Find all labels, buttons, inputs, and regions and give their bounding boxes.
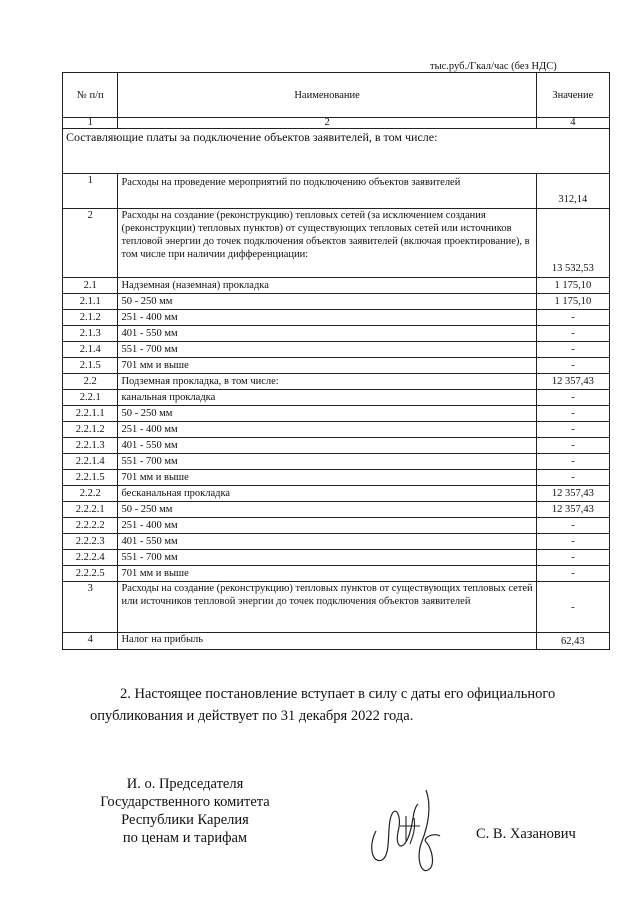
row-value: -	[536, 406, 609, 422]
signer-title-line: Республики Карелия	[121, 812, 249, 828]
column-number-1: 1	[63, 118, 118, 129]
section-row	[63, 129, 610, 174]
row-number: 1	[63, 174, 118, 209]
row-number: 3	[63, 582, 118, 633]
header-value: Значение	[536, 73, 609, 118]
row-number: 2.1.2	[63, 310, 118, 326]
row-value: -	[536, 534, 609, 550]
row-value: 12 357,43	[536, 486, 609, 502]
table-column-numbers	[63, 118, 610, 129]
row-number: 2.1.4	[63, 342, 118, 358]
table-row	[63, 422, 610, 438]
row-value: 312,14	[536, 174, 609, 209]
row-name: Расходы на создание (реконструкцию) тепловых пунктов от существующих тепловых сетей или источников тепловой энергии до точек подключения объектов заявителей	[118, 582, 536, 633]
row-value: 12 357,43	[536, 502, 609, 518]
row-number: 2.1	[63, 278, 118, 294]
row-number: 2	[63, 209, 118, 278]
row-number: 2.2.1.1	[63, 406, 118, 422]
table-row	[63, 326, 610, 342]
row-name: 551 - 700 мм	[118, 550, 536, 566]
row-number: 2.2.2.4	[63, 550, 118, 566]
row-value: -	[536, 454, 609, 470]
table-row	[63, 550, 610, 566]
row-name: 50 - 250 мм	[118, 294, 536, 310]
row-value: 13 532,53	[536, 209, 609, 278]
row-value: 1 175,10	[536, 294, 609, 310]
row-value: -	[536, 550, 609, 566]
row-number: 2.2.2.2	[63, 518, 118, 534]
row-value: -	[536, 326, 609, 342]
row-value: 12 357,43	[536, 374, 609, 390]
row-number: 2.2.2.5	[63, 566, 118, 582]
table-row	[63, 278, 610, 294]
table-row	[63, 310, 610, 326]
signer-name: С. В. Хазанович	[476, 826, 576, 842]
header-num: № п/п	[63, 73, 118, 118]
row-name: 701 мм и выше	[118, 566, 536, 582]
table-row	[63, 209, 610, 278]
row-name: Расходы на проведение мероприятий по подключению объектов заявителей	[118, 174, 536, 209]
table-row	[63, 566, 610, 582]
row-value: -	[536, 310, 609, 326]
row-name: 551 - 700 мм	[118, 342, 536, 358]
row-value: -	[536, 390, 609, 406]
row-number: 2.2.2.3	[63, 534, 118, 550]
section-title: Составляющие платы за подключение объектов заявителей, в том числе:	[63, 129, 610, 174]
paragraph-effective-date: 2. Настоящее постановление вступает в силу с даты его официального опубликования и действует по 31 декабря 2022 года.	[90, 686, 556, 724]
row-number: 2.1.3	[63, 326, 118, 342]
row-name: канальная прокладка	[118, 390, 536, 406]
row-value: 62,43	[536, 633, 609, 650]
row-value: -	[536, 342, 609, 358]
table-row	[63, 633, 610, 650]
table-row	[63, 470, 610, 486]
row-value: -	[536, 518, 609, 534]
header-name: Наименование	[118, 73, 536, 118]
units-note: тыс.руб./Гкал/час (без НДС)	[430, 61, 557, 72]
row-name: 701 мм и выше	[118, 470, 536, 486]
row-number: 2.2.1.5	[63, 470, 118, 486]
row-number: 2.2.2.1	[63, 502, 118, 518]
row-number: 2.2.1	[63, 390, 118, 406]
table-row	[63, 518, 610, 534]
table-row	[63, 294, 610, 310]
signer-title-line: И. о. Председателя	[126, 776, 244, 792]
table-header-row	[63, 73, 610, 118]
table-row	[63, 438, 610, 454]
row-name: 401 - 550 мм	[118, 326, 536, 342]
table-row	[63, 534, 610, 550]
table-row	[63, 502, 610, 518]
signer-title	[90, 775, 280, 847]
row-name: 50 - 250 мм	[118, 502, 536, 518]
handwritten-signature	[362, 786, 452, 881]
signer-title-line: Государственного комитета	[100, 794, 270, 810]
table-row	[63, 342, 610, 358]
table-row	[63, 390, 610, 406]
row-number: 2.2.1.3	[63, 438, 118, 454]
row-name: 401 - 550 мм	[118, 438, 536, 454]
table-row	[63, 358, 610, 374]
row-name: бесканальная прокладка	[118, 486, 536, 502]
row-name: 251 - 400 мм	[118, 518, 536, 534]
row-name: 50 - 250 мм	[118, 406, 536, 422]
row-number: 2.2.2	[63, 486, 118, 502]
row-number: 2.2	[63, 374, 118, 390]
row-value: -	[536, 358, 609, 374]
table-row	[63, 406, 610, 422]
signer-title-line: по ценам и тарифам	[122, 830, 248, 846]
row-name: 401 - 550 мм	[118, 534, 536, 550]
row-name: Налог на прибыль	[118, 633, 536, 650]
column-number-2: 2	[118, 118, 536, 129]
row-number: 2.1.1	[63, 294, 118, 310]
row-value: -	[536, 422, 609, 438]
row-name: 551 - 700 мм	[118, 454, 536, 470]
column-number-4: 4	[536, 118, 609, 129]
row-number: 4	[63, 633, 118, 650]
row-name: 701 мм и выше	[118, 358, 536, 374]
row-number: 2.2.1.2	[63, 422, 118, 438]
table-row	[63, 374, 610, 390]
tariff-table	[62, 72, 610, 650]
table-row	[63, 454, 610, 470]
row-number: 2.1.5	[63, 358, 118, 374]
row-name: Расходы на создание (реконструкцию) тепловых сетей (за исключением создания (реконструкции) тепловых пунктов) от существующих тепловых сетей или источников тепловой энергии до точек подключения объектов заявителей (включая проектирование), в том числе при наличии дифференциации:	[118, 209, 536, 278]
row-value: 1 175,10	[536, 278, 609, 294]
row-name: Надземная (наземная) прокладка	[118, 278, 536, 294]
table-row	[63, 174, 610, 209]
row-name: Подземная прокладка, в том числе:	[118, 374, 536, 390]
table-row	[63, 486, 610, 502]
row-value: -	[536, 582, 609, 633]
row-value: -	[536, 566, 609, 582]
row-value: -	[536, 470, 609, 486]
table-row	[63, 582, 610, 633]
row-value: -	[536, 438, 609, 454]
row-name: 251 - 400 мм	[118, 310, 536, 326]
row-number: 2.2.1.4	[63, 454, 118, 470]
row-name: 251 - 400 мм	[118, 422, 536, 438]
